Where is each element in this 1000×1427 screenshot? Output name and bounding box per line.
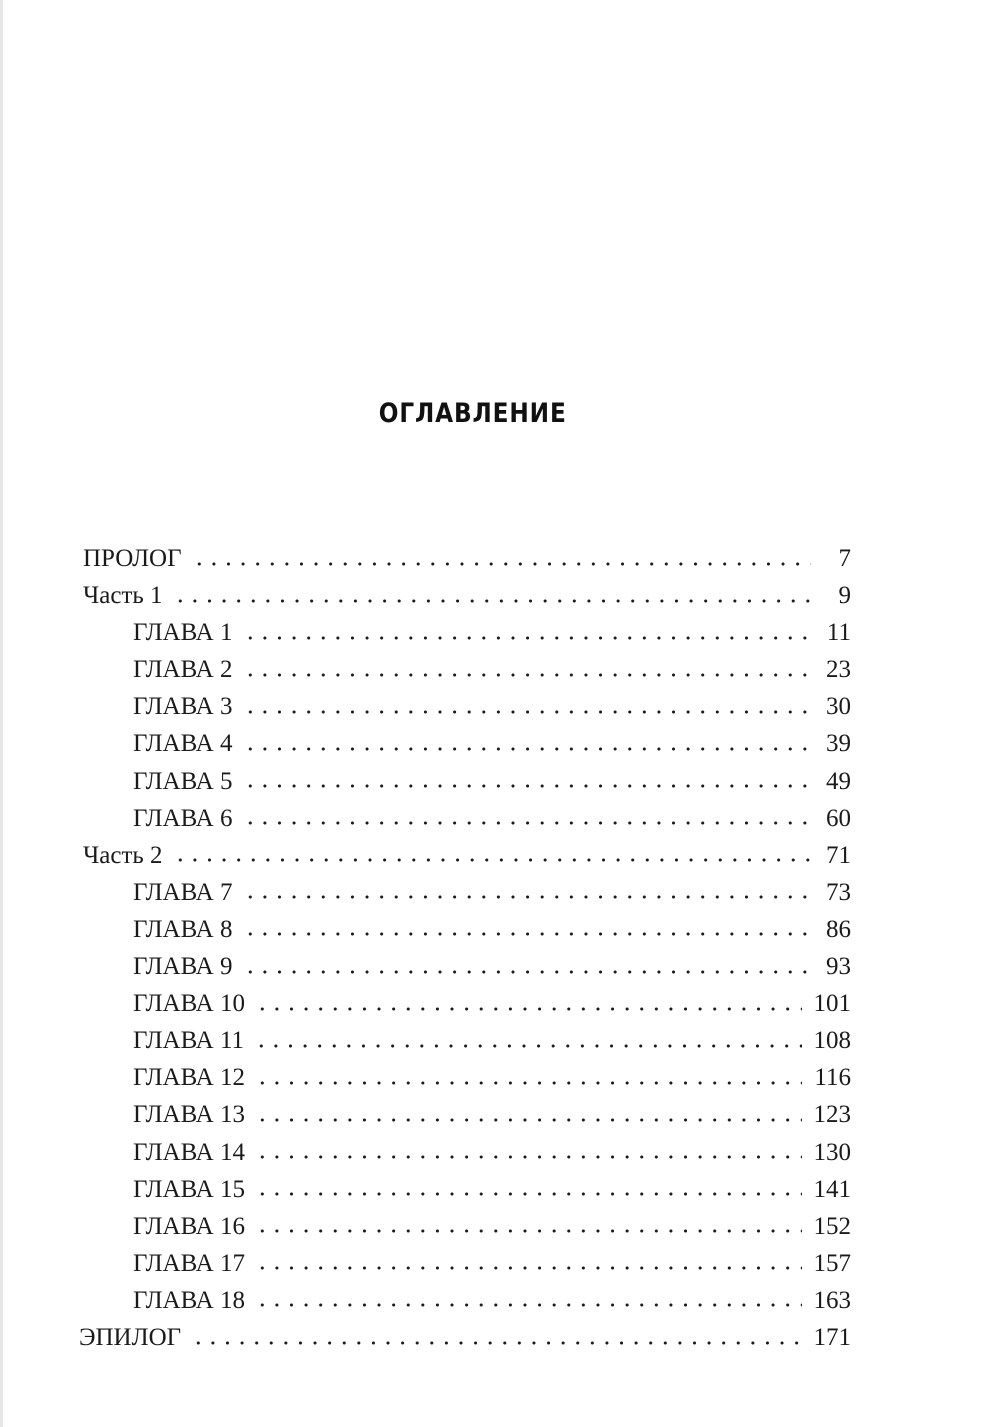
toc-entry-page-number: 101 bbox=[813, 990, 851, 1018]
toc-entry-page-number: 116 bbox=[814, 1064, 851, 1092]
toc-entry[interactable] bbox=[79, 800, 851, 837]
dot-leader bbox=[243, 818, 812, 828]
toc-entry-page-number: 9 bbox=[838, 582, 851, 610]
toc-entry-page-number: 163 bbox=[813, 1286, 851, 1314]
toc-entry-label: ГЛАВА 7 bbox=[133, 878, 233, 906]
toc-entry-label: ГЛАВА 18 bbox=[133, 1286, 245, 1314]
dot-leader bbox=[243, 633, 812, 643]
toc-entry-label: ГЛАВА 14 bbox=[133, 1138, 245, 1166]
dot-leader bbox=[255, 1152, 802, 1162]
toc-entry-page-number: 71 bbox=[826, 841, 851, 869]
dot-leader bbox=[191, 1338, 801, 1348]
toc-entry[interactable] bbox=[79, 1171, 851, 1208]
toc-entry-label: ГЛАВА 2 bbox=[133, 656, 233, 684]
toc-entry-page-number: 157 bbox=[813, 1249, 851, 1277]
toc-entry-page-number: 73 bbox=[826, 878, 851, 906]
toc-entry-label: ГЛАВА 1 bbox=[133, 619, 233, 647]
toc-entry-page-number: 11 bbox=[826, 619, 851, 647]
dot-leader bbox=[255, 1004, 802, 1014]
toc-entry[interactable] bbox=[79, 540, 851, 577]
toc-entry[interactable] bbox=[79, 874, 851, 911]
toc-entry[interactable] bbox=[79, 577, 851, 614]
toc-entry[interactable] bbox=[79, 1208, 851, 1245]
dot-leader bbox=[255, 1300, 802, 1310]
toc-entry[interactable] bbox=[79, 911, 851, 948]
dot-leader bbox=[255, 1115, 802, 1125]
dot-leader bbox=[255, 1078, 802, 1088]
toc-entry-page-number: 93 bbox=[826, 953, 851, 981]
dot-leader bbox=[255, 1226, 802, 1236]
toc-entry[interactable] bbox=[79, 763, 851, 800]
toc-entry-page-number: 171 bbox=[813, 1323, 851, 1351]
toc-entry[interactable] bbox=[79, 1059, 851, 1096]
toc-entry-page-number: 30 bbox=[826, 693, 851, 721]
toc-entry[interactable] bbox=[79, 725, 851, 762]
page-title: ОГЛАВЛЕНИЕ bbox=[378, 398, 567, 429]
toc-entry[interactable] bbox=[79, 1245, 851, 1282]
dot-leader bbox=[243, 744, 812, 754]
dot-leader bbox=[255, 1189, 802, 1199]
toc-entry-label: ГЛАВА 5 bbox=[133, 767, 233, 795]
toc-entry-label: ГЛАВА 8 bbox=[133, 915, 233, 943]
toc-entry[interactable] bbox=[79, 1134, 851, 1171]
toc-entry-label: ПРОЛОГ bbox=[83, 545, 182, 572]
toc-entry-page-number: 23 bbox=[826, 656, 851, 684]
toc-entry-page-number: 130 bbox=[813, 1138, 851, 1166]
toc-entry-page-number: 152 bbox=[813, 1212, 851, 1240]
toc-entry-label: ГЛАВА 4 bbox=[133, 730, 233, 758]
dot-leader bbox=[192, 559, 811, 569]
dot-leader bbox=[173, 855, 811, 865]
dot-leader bbox=[243, 670, 812, 680]
toc-entry[interactable] bbox=[79, 1319, 851, 1356]
toc-entry[interactable] bbox=[79, 985, 851, 1022]
table-of-contents bbox=[79, 540, 851, 1356]
toc-entry-label: ГЛАВА 3 bbox=[133, 693, 233, 721]
dot-leader bbox=[243, 781, 812, 791]
toc-entry-page-number: 108 bbox=[813, 1027, 851, 1055]
toc-entry-label: ГЛАВА 12 bbox=[133, 1064, 245, 1092]
toc-entry[interactable] bbox=[79, 1096, 851, 1133]
toc-entry[interactable] bbox=[79, 688, 851, 725]
toc-entry-page-number: 141 bbox=[813, 1175, 851, 1203]
toc-entry-label: ГЛАВА 16 bbox=[133, 1212, 245, 1240]
dot-leader bbox=[173, 596, 811, 606]
toc-entry-page-number: 39 bbox=[826, 730, 851, 758]
toc-entry[interactable] bbox=[79, 651, 851, 688]
dot-leader bbox=[243, 707, 812, 717]
toc-entry-page-number: 7 bbox=[838, 545, 851, 572]
toc-entry-label: ГЛАВА 11 bbox=[133, 1027, 245, 1055]
dot-leader bbox=[254, 1041, 801, 1051]
toc-entry-label: ГЛАВА 6 bbox=[133, 804, 233, 832]
dot-leader bbox=[243, 929, 812, 939]
toc-entry[interactable] bbox=[79, 948, 851, 985]
dot-leader bbox=[243, 967, 812, 977]
dot-leader bbox=[255, 1263, 802, 1273]
dot-leader bbox=[243, 892, 812, 902]
toc-entry[interactable] bbox=[79, 1022, 851, 1059]
toc-entry-page-number: 60 bbox=[826, 804, 851, 832]
toc-entry-page-number: 123 bbox=[813, 1101, 851, 1129]
toc-entry[interactable] bbox=[79, 1282, 851, 1319]
toc-entry-label: ГЛАВА 17 bbox=[133, 1249, 245, 1277]
toc-entry[interactable] bbox=[79, 837, 851, 874]
toc-entry-label: Часть 2 bbox=[83, 841, 163, 869]
toc-entry-page-number: 86 bbox=[826, 915, 851, 943]
toc-entry-label: ЭПИЛОГ bbox=[79, 1323, 182, 1351]
toc-entry-label: Часть 1 bbox=[83, 582, 163, 610]
toc-entry-label: ГЛАВА 13 bbox=[133, 1101, 245, 1129]
toc-entry-label: ГЛАВА 10 bbox=[133, 990, 245, 1018]
toc-entry-label: ГЛАВА 15 bbox=[133, 1175, 245, 1203]
toc-entry[interactable] bbox=[79, 614, 851, 651]
toc-entry-page-number: 49 bbox=[826, 767, 851, 795]
toc-entry-label: ГЛАВА 9 bbox=[133, 953, 233, 981]
